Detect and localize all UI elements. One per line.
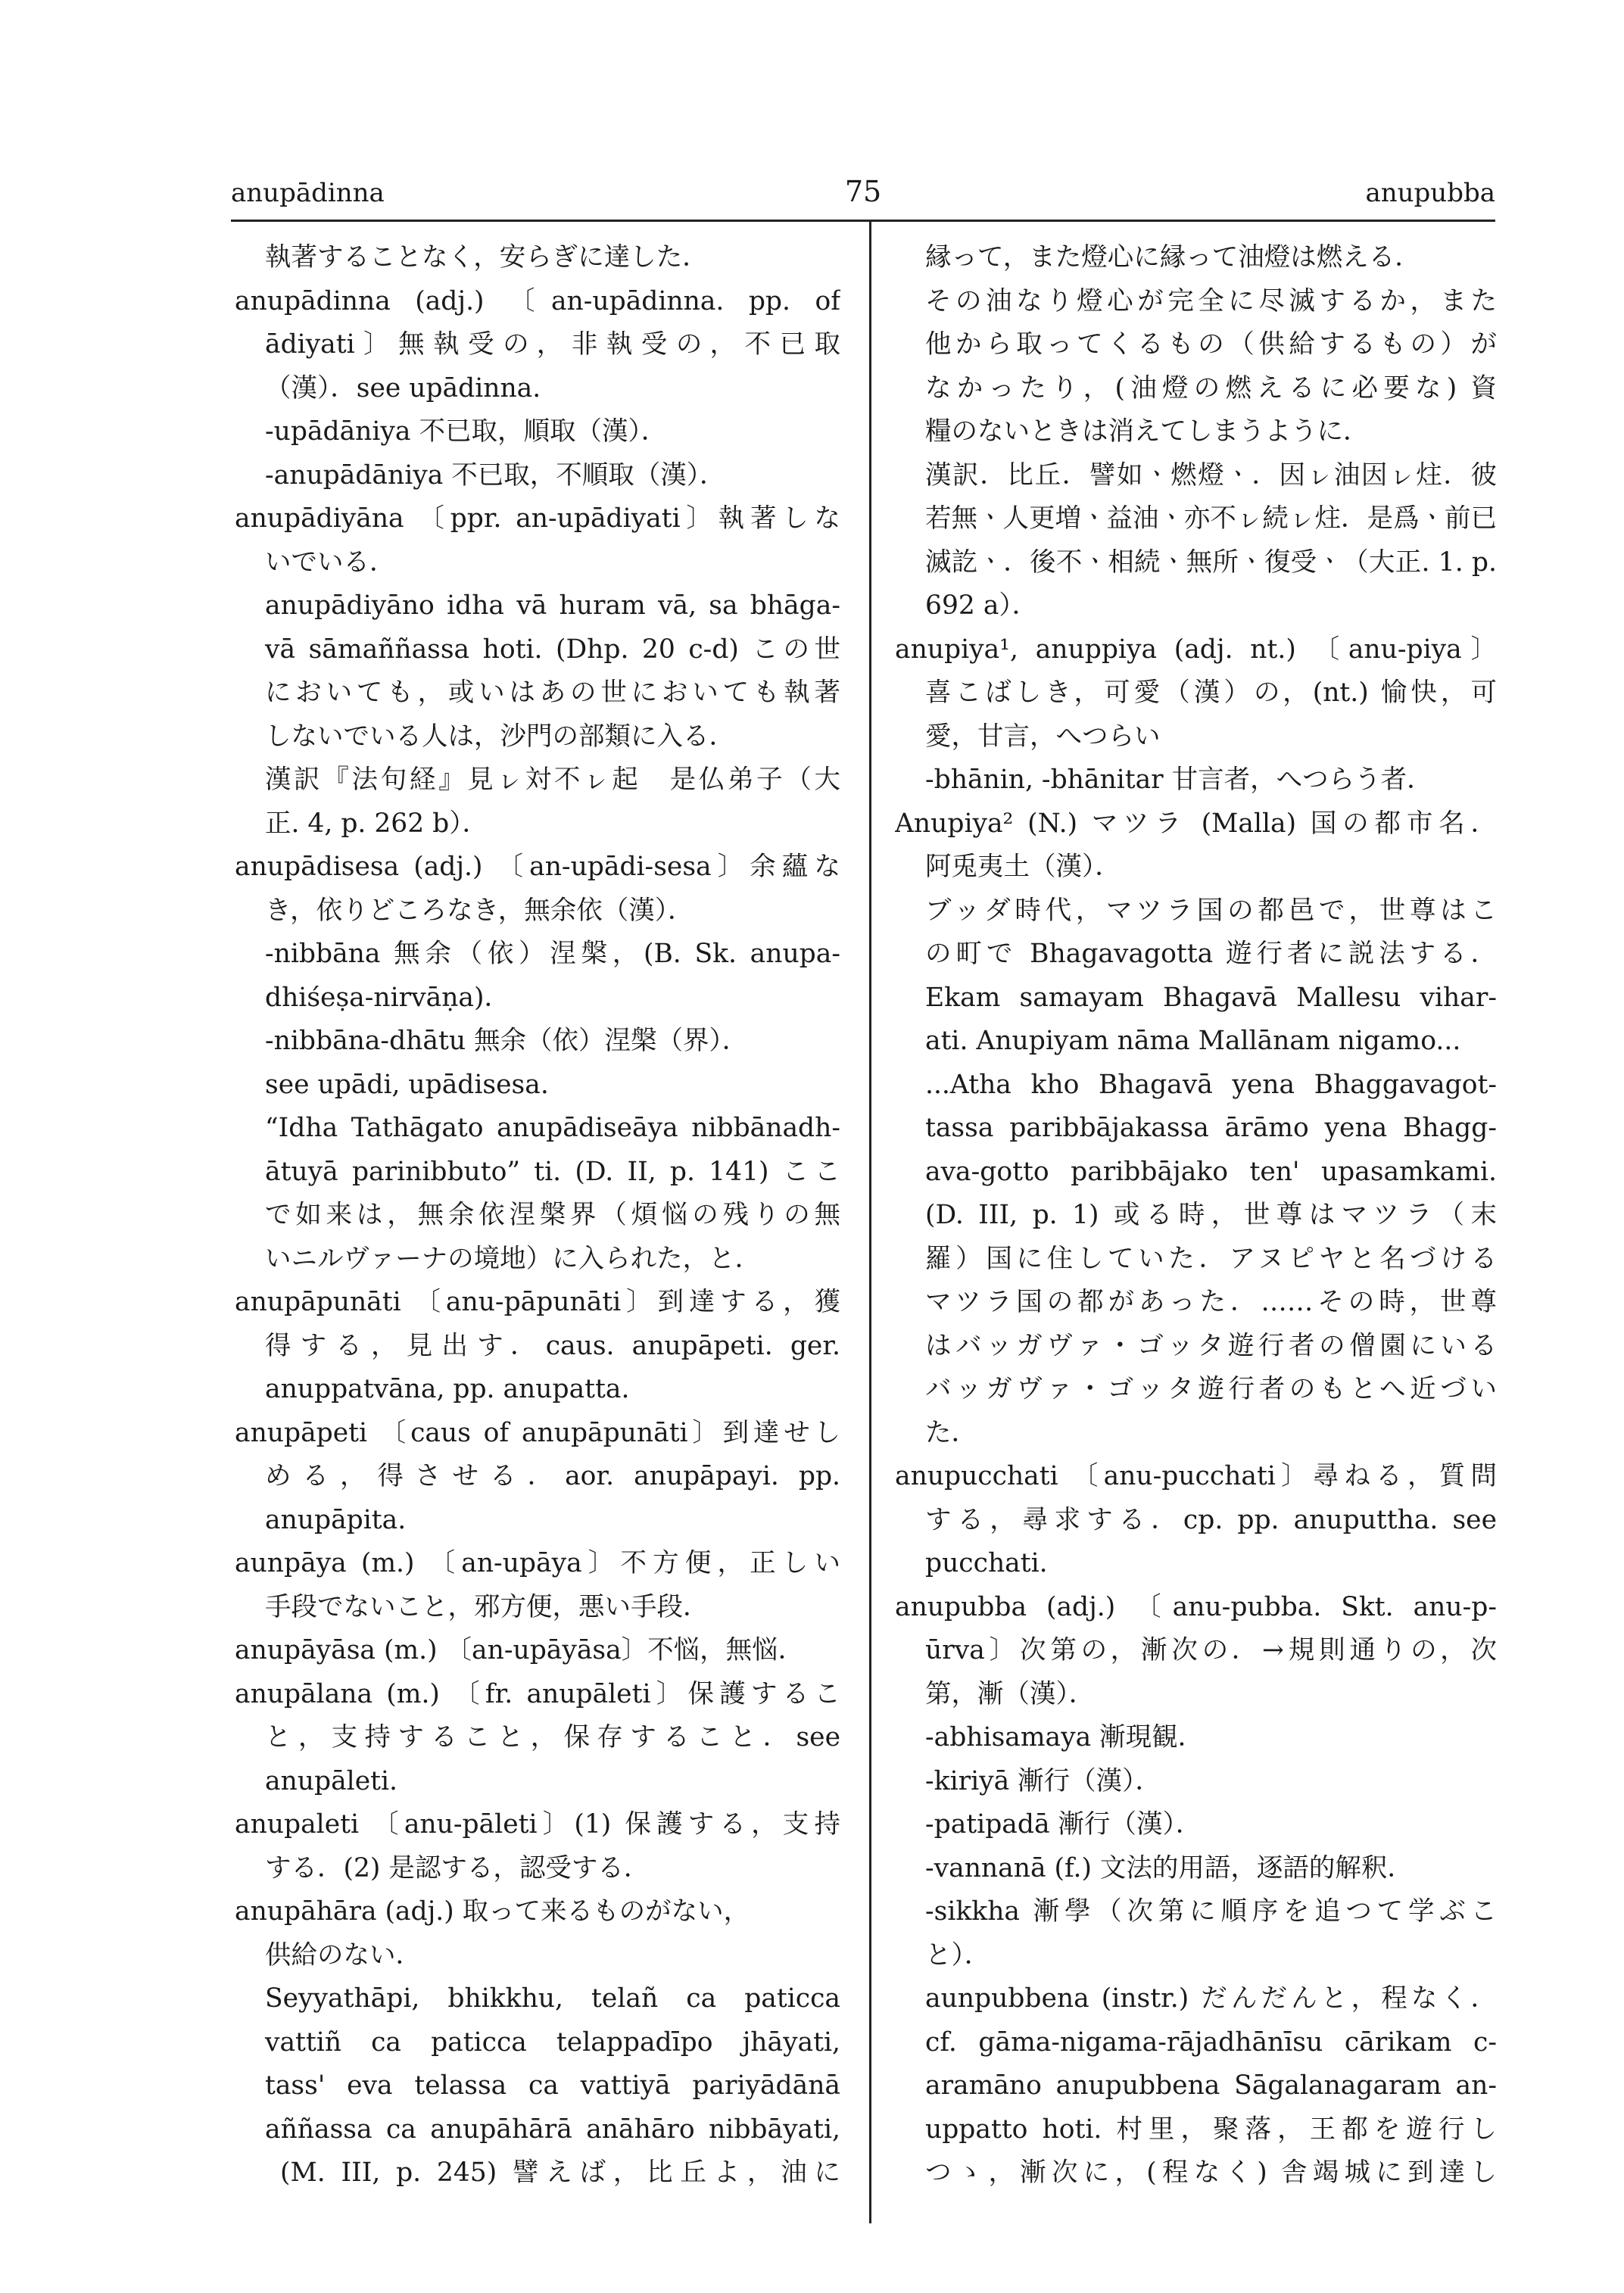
entry-line: dhiśeṣa-nirvāṇa)． bbox=[265, 982, 510, 1013]
entry-line: においても，或いはあの世においても執著 bbox=[265, 678, 840, 708]
entry-line: tassa paribbājakassa ārāmo yena Bhagg- bbox=[925, 1113, 1497, 1143]
entry-line: 執著することなく，安らぎに達した． bbox=[265, 242, 709, 273]
entry-line: 漢訳．比丘．譬如ㆍ燃燈ㆍ．因ㇾ油因ㇾ炷．彼 bbox=[925, 460, 1497, 491]
entry-headword-line: anupubba (adj.) 〔anu-pubba. Skt. anu-p- bbox=[895, 1591, 1497, 1622]
right-running-head: anupubba bbox=[1365, 178, 1495, 208]
entry-line: aunpubbena (instr.) だんだんと，程なく． bbox=[925, 1983, 1497, 2014]
entry-line: なかったり，(油燈の燃えるに必要な) 資 bbox=[925, 372, 1497, 403]
entry-line: “Idha Tathāgato anupādiseāya nibbānadh- bbox=[265, 1113, 840, 1143]
entry-line: Seyyathāpi, bhikkhu, telañ ca paticca bbox=[265, 1983, 840, 2014]
entry-line: つゝ，漸次に，(程なく) 舎竭城に到達し bbox=[925, 2157, 1497, 2188]
entry-line: 阿兎夷土（漢）． bbox=[925, 852, 1121, 882]
entry-line: ブッダ時代，マツラ国の都邑で，世尊はこ bbox=[925, 895, 1497, 926]
entry-line: マツラ国の都があった．……その時，世尊 bbox=[925, 1287, 1497, 1317]
entry-line: はバッガヴァ・ゴッタ遊行者の僧園にいる bbox=[925, 1330, 1497, 1361]
entry-line: しないでいる人は，沙門の部類に入る． bbox=[265, 721, 735, 752]
entry-line: Ekam samayam Bhagavā Mallesu vihar- bbox=[925, 982, 1497, 1013]
entry-line: anupādiyāno idha vā huram vā, sa bhāga- bbox=[265, 590, 840, 621]
page-header bbox=[231, 175, 1495, 220]
entry-line: -nibbāna 無余（依）涅槃，(B. Sk. anupa- bbox=[265, 939, 840, 969]
right-column bbox=[895, 236, 1497, 2195]
entry-line: -upādāniya 不已取，順取（漢）． bbox=[265, 416, 668, 447]
entry-line: と）． bbox=[925, 1939, 991, 1971]
entry-line: -kiriyā 漸行（漢）． bbox=[925, 1765, 1161, 1796]
entry-line: -vannanā (f.) 文法的用語，逐語的解釈． bbox=[925, 1852, 1414, 1883]
entry-line: 滅訖ㆍ．後不ㆍ相続ㆍ無所ㆍ復受ㆍ（大正. 1. p. bbox=[925, 547, 1497, 578]
entry-line: ati. Anupiyam nāma Mallānam nigamo... bbox=[925, 1026, 1461, 1056]
page-number: 75 bbox=[844, 175, 882, 208]
entry-line: で如来は，無余依涅槃界（煩悩の残りの無 bbox=[265, 1200, 840, 1230]
entry-line: た． bbox=[925, 1417, 977, 1448]
entry-line: する．(2) 是認する，認受する． bbox=[265, 1852, 650, 1883]
entry-line: uppatto hoti. 村里，聚落，王都を遊行し bbox=[925, 2114, 1497, 2145]
entry-line: と，支持すること，保存すること．see bbox=[265, 1722, 840, 1752]
left-running-head: anupādinna bbox=[231, 178, 385, 208]
entry-line: 愛，甘言，へつらい bbox=[925, 721, 1161, 752]
entry-line: ādiyati〕無執受の，非執受の，不已取 bbox=[265, 329, 840, 360]
header-rule bbox=[231, 220, 1495, 222]
entry-line: see upādi, upādisesa. bbox=[265, 1069, 549, 1100]
entry-headword-line: anupaleti 〔anu-pāleti〕(1) 保護する，支持 bbox=[235, 1809, 840, 1840]
left-column bbox=[235, 236, 840, 2195]
entry-line: バッガヴァ・ゴッタ遊行者のもとへ近づい bbox=[925, 1374, 1497, 1404]
entry-headword-line: anupāpeti 〔caus of anupāpunāti〕到達せし bbox=[235, 1417, 840, 1448]
entry-line: 得する，見出す．caus. anupāpeti. ger. bbox=[265, 1330, 840, 1361]
entry-line: vā sāmaññassa hoti. (Dhp. 20 c-d) この世 bbox=[265, 634, 840, 665]
entry-headword-line: anupādinna (adj.) 〔an-upādinna. pp. of bbox=[235, 285, 840, 316]
entry-line: anupāpita. bbox=[265, 1504, 407, 1535]
entry-headword-line: anupucchati 〔anu-pucchati〕尋ねる，質問 bbox=[895, 1461, 1497, 1491]
entry-line: 正. 4, p. 262 b）． bbox=[265, 808, 488, 839]
entry-line: -sikkha 漸學（次第に順序を追つて学ぶこ bbox=[925, 1896, 1497, 1927]
entry-line: 縁って，また燈心に縁って油燈は燃える． bbox=[925, 242, 1421, 273]
entry-line: cf. gāma-nigama-rājadhānīsu cārikam c- bbox=[925, 2027, 1497, 2058]
entry-headword-line: aunpāya (m.) 〔an-upāya〕不方便，正しい bbox=[235, 1548, 840, 1578]
entry-line: anupāleti. bbox=[265, 1765, 397, 1796]
entry-headword-line: anupādiyāna 〔ppr. an-upādiyati〕執著しな bbox=[235, 503, 840, 534]
entry-line: pucchati. bbox=[925, 1548, 1048, 1578]
entry-line: ūrva〕次第の，漸次の．→規則通りの，次 bbox=[925, 1635, 1497, 1665]
entry-line: する，尋求する．cp. pp. anuputtha. see bbox=[925, 1504, 1497, 1535]
entry-line: 喜こばしき，可愛（漢）の，(nt.) 愉快，可 bbox=[925, 678, 1497, 708]
entry-line: ...Atha kho Bhagavā yena Bhaggavagot- bbox=[925, 1069, 1497, 1100]
entry-headword-line: anupāyāsa (m.) 〔an-upāyāsa〕不悩，無悩． bbox=[235, 1635, 805, 1665]
entry-headword-line: anupālana (m.) 〔fr. anupāleti〕保護するこ bbox=[235, 1678, 840, 1709]
entry-line: その油なり燈心が完全に尽滅するか，また bbox=[925, 285, 1497, 316]
entry-line: 羅）国に住していた．アヌピヤと名づける bbox=[925, 1243, 1497, 1274]
entry-headword-line: anupāpunāti 〔anu-pāpunāti〕到達する，獲 bbox=[235, 1287, 840, 1317]
entry-line: 他から取ってくるもの（供給するもの）が bbox=[925, 329, 1497, 360]
entry-headword-line: anupāhāra (adj.) 取って来るものがない， bbox=[235, 1896, 750, 1927]
entry-line: 手段でないこと，邪方便，悪い手段． bbox=[265, 1591, 709, 1622]
entry-line: aramāno anupubbena Sāgalanagaram an- bbox=[925, 2070, 1497, 2101]
entry-line: 第，漸（漢）． bbox=[925, 1678, 1096, 1709]
entry-line: ava-gotto paribbājako ten' upasamkami. bbox=[925, 1156, 1497, 1187]
entry-line: -anupādāniya 不已取，不順取（漢）． bbox=[265, 460, 726, 491]
entry-line: (D. III, p. 1) 或る時，世尊はマツラ（末 bbox=[925, 1200, 1497, 1230]
entry-line: 糧のないときは消えてしまうように． bbox=[925, 416, 1370, 447]
entry-line: いでいる． bbox=[265, 547, 396, 578]
entry-headword-line: anupiya¹, anuppiya (adj. nt.) 〔anu-piya〕 bbox=[895, 634, 1497, 665]
entry-line: -patipadā 漸行（漢）． bbox=[925, 1809, 1202, 1840]
column-divider bbox=[869, 221, 871, 2223]
entry-line: 供給のない． bbox=[265, 1939, 422, 1971]
entry-line: 漢訳『法句経』見ㇾ対不ㇾ起 是仏弟子（大 bbox=[265, 765, 840, 795]
entry-line: 若無ㆍ人更増ㆍ益油ㆍ亦不ㇾ続ㇾ炷．是爲ㆍ前已 bbox=[925, 503, 1497, 534]
entry-line: の町で Bhagavagotta 遊行者に説法する． bbox=[925, 939, 1497, 969]
entry-line: 692 a）． bbox=[925, 590, 1039, 621]
entry-headword-line: Anupiya² (N.) マツラ (Malla) 国の都市名． bbox=[895, 808, 1497, 839]
entry-line: き，依りどころなき，無余依（漢）． bbox=[265, 895, 694, 926]
entry-line: aññassa ca anupāhārā anāhāro nibbāyati, bbox=[265, 2114, 840, 2145]
entry-line: tass' eva telassa ca vattiyā pariyādānā bbox=[265, 2070, 840, 2101]
entry-line: -bhānin, -bhānitar 甘言者，へつらう者． bbox=[925, 765, 1433, 795]
entry-line: （漢）．see upādinna. bbox=[265, 372, 541, 403]
entry-headword-line: anupādisesa (adj.) 〔an-upādi-sesa〕余蘊な bbox=[235, 852, 840, 882]
entry-line: ātuyā parinibbuto” ti. (D. II, p. 141) ここ bbox=[265, 1156, 840, 1187]
entry-line: anuppatvāna, pp. anupatta. bbox=[265, 1374, 630, 1404]
entry-line: vattiñ ca paticca telappadīpo jhāyati, bbox=[265, 2027, 840, 2058]
entry-line: いニルヴァーナの境地）に入られた，と． bbox=[265, 1243, 762, 1274]
entry-line: める，得させる．aor. anupāpayi. pp. bbox=[265, 1461, 840, 1491]
entry-line: -nibbāna-dhātu 無余（依）涅槃（界）． bbox=[265, 1026, 749, 1056]
entry-line: -abhisamaya 漸現観． bbox=[925, 1722, 1205, 1752]
entry-line: (M. III, p. 245) 譬えば，比丘よ，油に bbox=[280, 2157, 840, 2188]
